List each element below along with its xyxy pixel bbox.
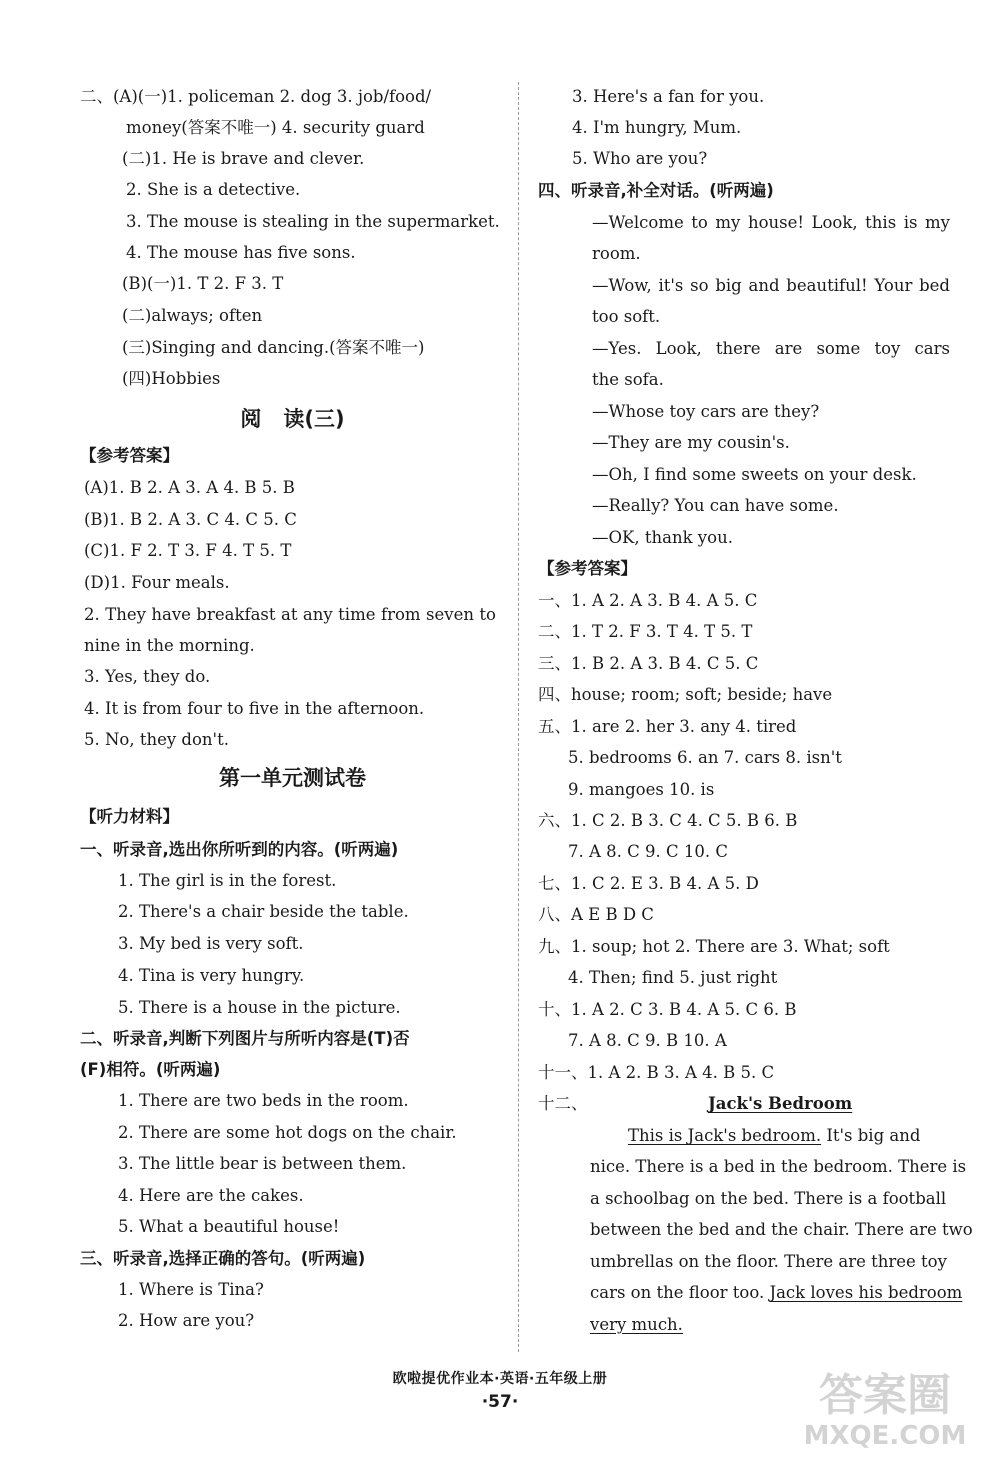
answer-line: 六、1. C 2. B 3. C 4. C 5. B 6. B (538, 811, 798, 830)
essay-line: This is Jack's bedroom. It's big and (628, 1126, 921, 1145)
dialogue-line: too soft. (592, 307, 661, 326)
essay-line: umbrellas on the floor. There are three toy (590, 1252, 947, 1271)
answer-line: 4. The mouse has five sons. (126, 243, 356, 262)
page-number: ·57· (481, 1392, 519, 1412)
list-item: 5. What a beautiful house! (118, 1217, 340, 1236)
list-item: 1. There are two beds in the room. (118, 1091, 409, 1110)
part2-title: 二、听录音,判断下列图片与所听内容是(T)否 (80, 1029, 410, 1048)
answer-line: 八、A E B D C (538, 905, 654, 924)
listening-header: 【听力材料】 (80, 807, 179, 826)
answer-line: 一、1. A 2. A 3. B 4. A 5. C (538, 591, 758, 610)
reading-answer-line: 5. No, they don't. (84, 730, 229, 749)
essay-line: between the bed and the chair. There are two (590, 1220, 973, 1239)
answer-line: 4. Then; find 5. just right (568, 968, 778, 987)
answer-line: 2. She is a detective. (126, 180, 301, 199)
list-item: 5. Who are you? (572, 149, 708, 168)
essay-number: 十二、 (538, 1094, 588, 1113)
answer-line: money(答案不唯一) 4. security guard (126, 118, 425, 137)
answer-line: 9. mangoes 10. is (568, 780, 715, 799)
answer-line: 七、1. C 2. E 3. B 4. A 5. D (538, 874, 759, 893)
reading-answer-line: (D)1. Four meals. (84, 573, 230, 592)
reading-answer-line: 4. It is from four to five in the afternoon. (84, 699, 425, 718)
list-item: 3. My bed is very soft. (118, 934, 304, 953)
list-item: 4. I'm hungry, Mum. (572, 118, 742, 137)
dialogue-line: —OK, thank you. (592, 528, 733, 547)
essay-title: Jack's Bedroom (708, 1094, 853, 1113)
part1-title: 一、听录音,选出你所听到的内容。(听两遍) (80, 840, 399, 859)
section-title-reading: 阅 读(三) (240, 407, 345, 431)
list-item: 2. There are some hot dogs on the chair. (118, 1123, 457, 1142)
list-item: 3. The little bear is between them. (118, 1154, 407, 1173)
essay-line: a schoolbag on the bed. There is a football (590, 1189, 947, 1208)
watermark-logo (790, 1358, 980, 1453)
list-item: 1. The girl is in the forest. (118, 871, 337, 890)
essay-line: cars on the floor too. Jack loves his bedroom (590, 1283, 963, 1302)
column-divider (518, 82, 519, 1352)
list-item: 5. There is a house in the picture. (118, 998, 401, 1017)
reading-answer-line: (B)1. B 2. A 3. C 4. C 5. C (84, 510, 297, 529)
dialogue-line: the sofa. (592, 370, 664, 389)
answer-line: 二、1. T 2. F 3. T 4. T 5. T (538, 622, 753, 641)
footer-book-title: 欧啦提优作业本·英语·五年级上册 (392, 1371, 608, 1387)
reading-answer-line: (C)1. F 2. T 3. F 4. T 5. T (84, 541, 292, 560)
essay-line: very much. (590, 1315, 683, 1334)
reading-answer-line: (A)1. B 2. A 3. A 4. B 5. B (84, 478, 295, 497)
answer-line: (三)Singing and dancing.(答案不唯一) (122, 338, 425, 357)
part3-title: 三、听录音,选择正确的答句。(听两遍) (80, 1249, 366, 1268)
reading-answer-line: 3. Yes, they do. (84, 667, 211, 686)
answer-line: 四、house; room; soft; beside; have (538, 685, 833, 704)
dialogue-line: —Oh, I find some sweets on your desk. (592, 465, 917, 484)
list-item: 2. There's a chair beside the table. (118, 902, 409, 921)
answers-header: 【参考答案】 (80, 446, 179, 465)
list-item: 3. Here's a fan for you. (572, 87, 765, 106)
answer-line: 二、(A)(一)1. policeman 2. dog 3. job/food/ (80, 87, 432, 106)
dialogue-line: —Really? You can have some. (592, 496, 839, 515)
answers-header: 【参考答案】 (538, 559, 637, 578)
dialogue-line: room. (592, 244, 641, 263)
list-item: 4. Here are the cakes. (118, 1186, 304, 1205)
dialogue-line: —Whose toy cars are they? (592, 402, 820, 421)
list-item: 1. Where is Tina? (118, 1280, 264, 1299)
answer-line: 十一、1. A 2. B 3. A 4. B 5. C (538, 1063, 775, 1082)
answer-line: 5. bedrooms 6. an 7. cars 8. isn't (568, 748, 842, 767)
dialogue-line: —They are my cousin's. (592, 433, 790, 452)
part2-title-cont: (F)相符。(听两遍) (80, 1060, 221, 1079)
essay-line: nice. There is a bed in the bedroom. There is (590, 1157, 967, 1176)
watermark-text-bottom: MXQE.COM (803, 1421, 967, 1451)
reading-answer-line: nine in the morning. (84, 636, 255, 655)
reading-answer-line: 2. They have breakfast at any time from seven to (84, 605, 496, 624)
list-item: 4. Tina is very hungry. (118, 966, 305, 985)
answer-line: (二)always; often (122, 306, 263, 325)
answer-line: 十、1. A 2. C 3. B 4. A 5. C 6. B (538, 1000, 797, 1019)
part4-title: 四、听录音,补全对话。(听两遍) (538, 181, 774, 200)
section-title-unit-test: 第一单元测试卷 (219, 766, 366, 790)
watermark-text-top: 答案圈 (819, 1370, 951, 1421)
dialogue-line: —Yes. Look, there are some toy cars (592, 339, 950, 358)
answer-line: (B)(一)1. T 2. F 3. T (122, 274, 284, 293)
answer-line: 三、1. B 2. A 3. B 4. C 5. C (538, 654, 759, 673)
answer-line: 九、1. soup; hot 2. There are 3. What; soft (538, 937, 890, 956)
answer-line: (二)1. He is brave and clever. (122, 149, 365, 168)
list-item: 2. How are you? (118, 1311, 255, 1330)
answer-line: 7. A 8. C 9. B 10. A (568, 1031, 727, 1050)
answer-line: (四)Hobbies (122, 369, 221, 388)
answer-line: 7. A 8. C 9. C 10. C (568, 842, 728, 861)
dialogue-line: —Welcome to my house! Look, this is my (592, 213, 950, 232)
answer-line: 五、1. are 2. her 3. any 4. tired (538, 717, 797, 736)
dialogue-line: —Wow, it's so big and beautiful! Your bed (592, 276, 950, 295)
answer-line: 3. The mouse is stealing in the supermarket. (126, 212, 500, 231)
